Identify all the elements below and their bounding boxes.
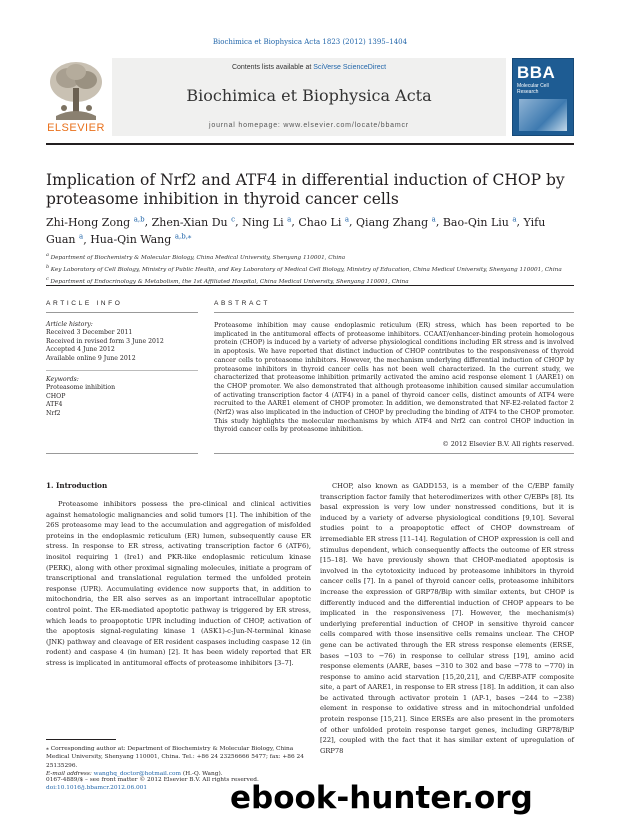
affiliation-item: [46, 251, 574, 263]
author-name[interactable]: Bao-Qin Liu $^a$: [442, 215, 517, 229]
corresponding-author-footnote: [46, 745, 311, 779]
cover-subtitle: Molecular Cell Research: [517, 83, 549, 95]
keyword-item: CHOP: [46, 392, 66, 400]
author-separator: ,: [83, 233, 91, 247]
author-list: [46, 212, 574, 247]
journal-homepage: [112, 122, 506, 129]
email-label: E-mail address:: [46, 771, 94, 778]
article-info-bottom-divider: [46, 453, 198, 454]
author-separator: ,: [516, 215, 524, 229]
abstract-copyright: © 2012 Elsevier B.V. All rights reserved.: [442, 440, 574, 448]
journal-cover: [512, 58, 574, 136]
journal-masthead: [112, 58, 506, 136]
abstract-bottom-divider: [214, 453, 574, 454]
keyword-item: Proteasome inhibition: [46, 384, 116, 392]
history-received: Received 3 December 2011: [46, 329, 133, 337]
author-affiliation-marker[interactable]: c: [231, 215, 236, 223]
affiliation-marker: b: [46, 263, 51, 270]
contents-availability: [112, 64, 506, 71]
homepage-link[interactable]: www.elsevier.com/locate/bbamcr: [283, 122, 409, 129]
homepage-prefix: journal homepage:: [209, 122, 284, 129]
keywords-divider: [46, 370, 198, 371]
history-revised: Received in revised form 3 June 2012: [46, 337, 164, 345]
elsevier-tree-logo-icon: [46, 58, 106, 134]
affiliation-divider: [46, 285, 574, 286]
author-name[interactable]: Zhi-Hong Zong $^{a,b}$: [46, 215, 145, 229]
author-affiliation-marker[interactable]: a: [79, 232, 84, 241]
issn-text: 0167-4889/$ – see front matter © 2012 Elsevier B.V. All rights reserved.: [46, 777, 259, 783]
article-title: Implication of Nrf2 and ATF4 in differential induction of CHOP by proteasome inhibition in thyroid cancer cells: [46, 171, 565, 208]
email-link[interactable]: wanghq_doctor@hotmail.com: [93, 771, 181, 778]
author-separator: ,: [144, 215, 152, 229]
affiliation-item: [46, 263, 574, 275]
publisher-name: ELSEVIER: [47, 122, 105, 134]
author-name[interactable]: Yifu Guan $^a$: [46, 215, 546, 247]
history-online: Available online 9 June 2012: [46, 354, 136, 362]
author-name[interactable]: Qiang Zhang $^a$: [356, 215, 436, 229]
history-accepted: Accepted 4 June 2012: [46, 346, 115, 354]
sciencedirect-link[interactable]: SciVerse ScienceDirect: [313, 64, 387, 71]
keywords: [46, 376, 198, 418]
author-name[interactable]: Ning Li $^a$: [242, 215, 292, 229]
author-name[interactable]: Chao Li $^a$: [298, 215, 350, 229]
body-column-left: Proteasome inhibitors possess the pre-clinical and clinical activities against hematologic malignancies and solid tumors [1]. The inhibition of the 26S proteasome may lead to the accumulation and aggregation of misfolded proteins in the endoplasmic reticulum (ER) lumen, subsequently cause ER stress. In response to ER stress, activating transcription factor 6 (ATF6), inositol requiring 1 (Ire1) and PKR-like endoplasmic reticulum kinase (PERK), along with other proximal signaling molecules, initiate a program of transcriptional and translational regulation termed the unfolded protein response (UPR). Accumulating evidence now supports that, in addition to mitochondria, the ER also serves as an important intracellular apoptotic control point. The ER-mediated apoptotic pathway is triggered by ER stress, which leads to proapoptotic UPR including induction of CHOP, activation of the apoptosis signal-regulating kinase 1 (ASK1)-c-Jun-N-terminal kinase (JNK) pathway and cleavage of ER resident caspases including caspase 12 (in rodent) and caspase 4 (in human) [2]. It has been widely reported that ER stress is implicated in antitumoral effects of proteasome inhibitors [3–7].: [46, 500, 311, 667]
abstract-heading: ABSTRACT: [214, 300, 270, 307]
affiliation-marker: c: [46, 275, 51, 282]
abstract-divider: [214, 312, 574, 313]
affiliation-list: [46, 251, 574, 287]
watermark-text: ebook-hunter.org: [230, 780, 533, 816]
affiliation-text: Department of Endocrinology & Metabolism, the 1st Affiliated Hospital, China Medical University, Shenyang 110001, China: [50, 278, 409, 285]
footnote-text: ⁎ Corresponding author at: Department of Biochemistry & Molecular Biology, China Medical University, Shenyang 110001, China. Tel.: +86 24 23256666 5477; fax: +86 24 25135296.: [46, 746, 304, 769]
article-info-divider: [46, 312, 198, 313]
email-suffix: (H.-Q. Wang).: [180, 771, 223, 778]
author-affiliation-marker[interactable]: a,b,⁎: [174, 232, 192, 241]
journal-header: [46, 58, 574, 138]
abstract-text: Proteasome inhibition may cause endoplasmic reticulum (ER) stress, which has been reported to be implicated in the antitumoral effects of proteasome inhibitors. CCAAT/enhancer-binding protein homologous protein (CHOP) is induced by a variety of adverse physiological conditions including ER stress and is involved in apoptosis. We have reported that distinct induction of CHOP contributes to the responsiveness of thyroid cancer cells to proteasome inhibitors. However, the mechanism underlying differential induction of CHOP by proteasome inhibitors in thyroid cancer cells has not been well characterized. In the current study, we characterized that proteasome inhibition primarily activated the amino acid response element 1 (AARE1) on the CHOP promoter. We also demonstrated that although proteasome inhibition caused similar accumulation of activating transcription factor 4 (ATF4) in a panel of thyroid cancer cells, distinct amounts of ATF4 were recruited to the AARE1 element of CHOP promoter. In addition, we demonstrated that NF-E2-related factor 2 (Nrf2) was also implicated in the induction of CHOP by precluding the binding of ATF4 to the CHOP promoter. This study highlights the molecular mechanisms by which ATF4 and Nrf2 can control CHOP induction in thyroid cancer cells by proteasome inhibition.: [214, 321, 574, 434]
author-affiliation-marker[interactable]: a: [431, 215, 436, 223]
journal-name: Biochimica et Biophysica Acta: [186, 86, 432, 105]
article-info-heading: ARTICLE INFO: [46, 300, 123, 307]
section-heading-introduction: 1. Introduction: [46, 481, 108, 490]
affiliation-marker: a: [46, 252, 51, 258]
author-separator: ,: [435, 215, 443, 229]
author-separator: ,: [349, 215, 357, 229]
author-name[interactable]: Hua-Qin Wang $^{a,b,⁎}$: [90, 232, 192, 247]
author-separator: ,: [235, 215, 243, 229]
author-affiliation-marker[interactable]: a,b: [133, 215, 145, 223]
cover-image: [519, 99, 567, 131]
footnote-divider: [46, 739, 116, 740]
keyword-item: ATF4: [46, 401, 63, 409]
affiliation-text: Key Laboratory of Cell Biology, Ministry of Public Health, and Key Laboratory of Medical Cell Biology, Ministry of Education, China Medical University, Shenyang 110001, China: [50, 266, 562, 273]
author-name[interactable]: Zhen-Xian Du $^c$: [151, 215, 236, 229]
doi-link[interactable]: doi:10.1016/j.bbamcr.2012.06.001: [46, 785, 148, 792]
body-column-right: CHOP, also known as GADD153, is a member of the C/EBP family transcription factor family that heterodimerizes with other C/EBPs [8]. Its basal expression is very low under nonstressed conditions, but it is induced by a variety of adverse physiological conditions [9,10]. Several studies point to a proapoptotic effect of CHOP downstream of irremediable ER stress [11–14]. Regulation of CHOP expression is cell and stimulus dependent, which consequently affects the outcome of ER stress [15–18]. We have previously shown that CHOP-mediated apoptosis is involved in the cytotoxicity induced by proteasome inhibitors in thyroid cancer cells [7]. In a panel of thyroid cancer cells, proteasome inhibitors increase the expression of GRP78/Bip with similar extents, but CHOP is differently induced and the differential induction of CHOP appears to be implicated in the responsiveness [7]. However, the mechanism(s) underlying preferential induction of CHOP in sensitive thyroid cancer cells compared with those insensitive cells remains unclear. The CHOP gene can be activated through the ER stress response elements (ERSE, bases −103 to −76) in response to cellular stress [19], amino acid response elements (AARE, bases −310 to 302 and base −778 to −770) in response to amino acid starvation [15,20,21], and C/EBP-ATF composite site, a part of AARE1, in response to ER stress [18]. In addition, it can also be activated through activator protein 1 (AP-1, bases −244 to −238) element in response to oxidative stress and in mitochondrial unfolded protein response [15,21]. Since ERSEs are also present in the promoters of other unfolded protein response target genes, including GRP78/BiP [22], coupled with the fact that it has similar extent of upregulation of GRP78: [320, 482, 574, 755]
author-separator: ,: [291, 215, 299, 229]
author-affiliation-marker[interactable]: a: [287, 215, 292, 223]
affiliation-text: Department of Biochemistry & Molecular Biology, China Medical University, Shenyang 110001, China: [50, 254, 346, 261]
header-divider: [46, 143, 574, 145]
contents-prefix: Contents lists available at: [231, 64, 314, 71]
keywords-label: Keywords:: [46, 376, 79, 383]
author-affiliation-marker[interactable]: a: [512, 215, 517, 223]
cover-title: BBA: [517, 63, 556, 82]
keyword-item: Nrf2: [46, 409, 61, 417]
journal-citation[interactable]: Biochimica et Biophysica Acta 1823 (2012) 1395–1404: [212, 38, 408, 46]
author-affiliation-marker[interactable]: a: [344, 215, 350, 223]
history-label: Article history:: [46, 321, 93, 328]
article-history: [46, 321, 198, 363]
